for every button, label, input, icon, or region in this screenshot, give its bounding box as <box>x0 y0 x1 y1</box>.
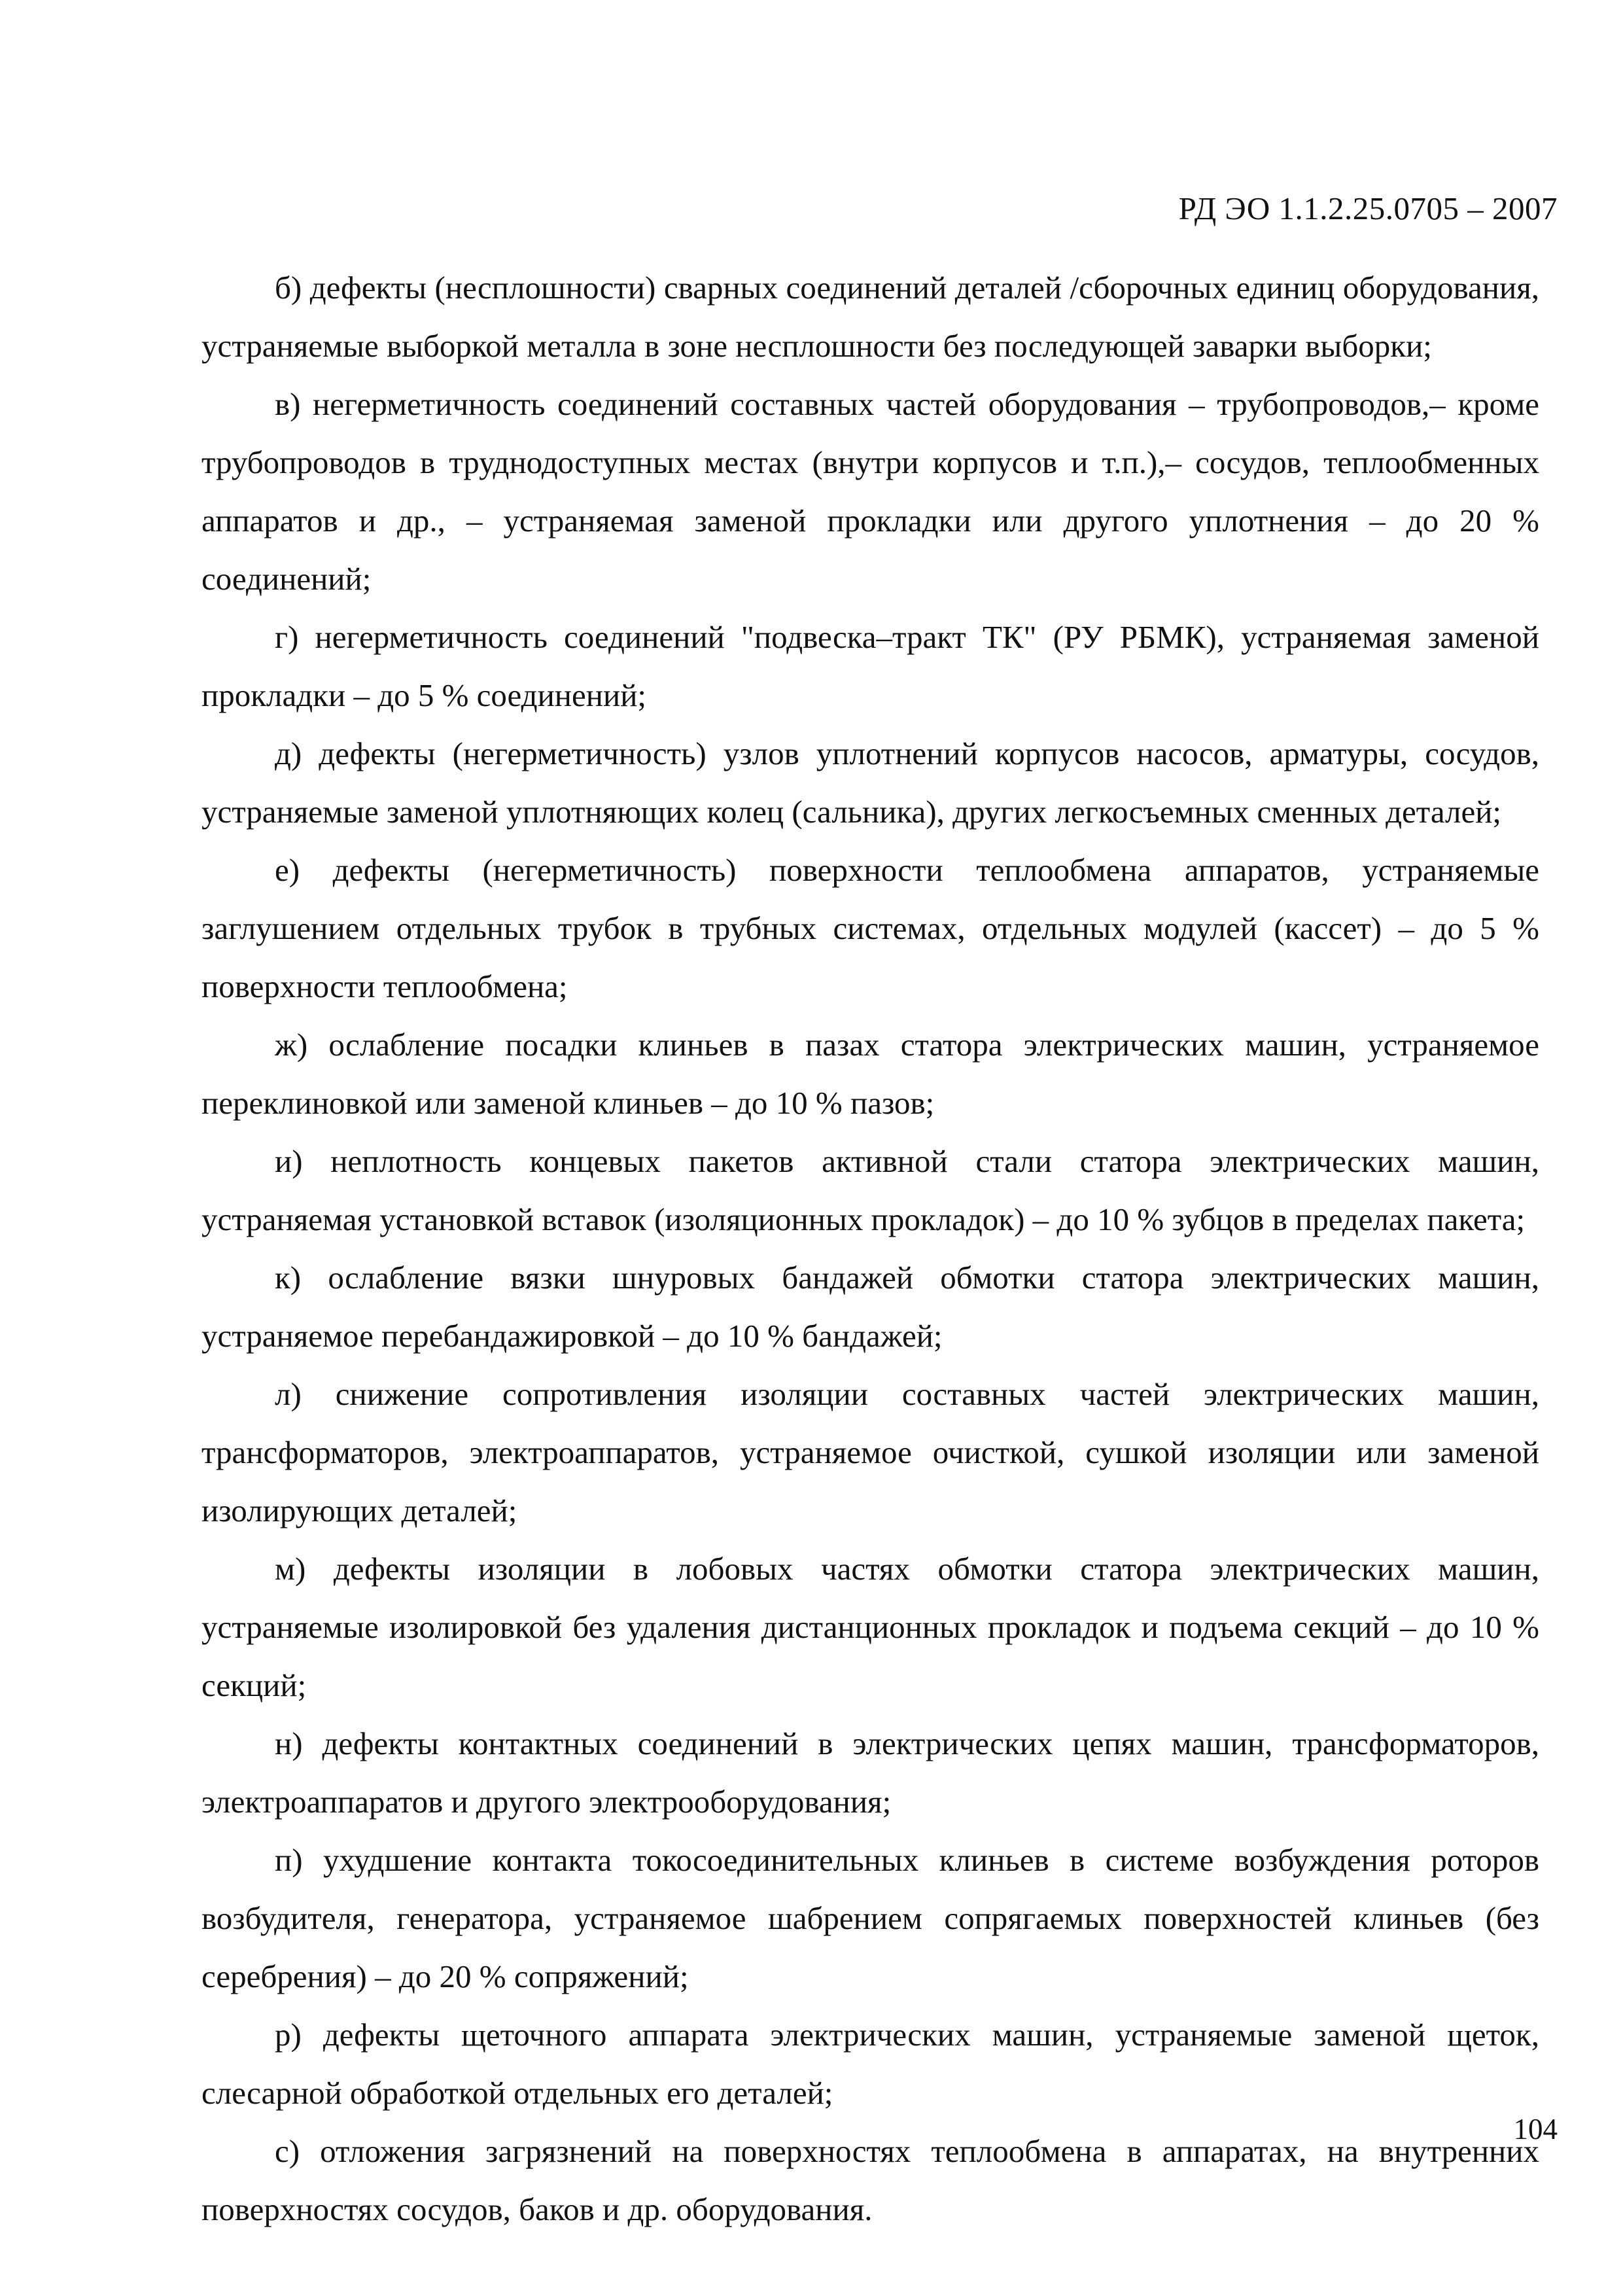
list-item: п) ухудшение контакта токосоединительных клиньев в системе возбуждения роторов возбудителя, генератора, устраняемое шабрением сопрягаемых поверхностей клиньев (без серебрения) – до 20 % сопряжений; <box>201 1842 1539 1994</box>
list-item: м) дефекты изоляции в лобовых частях обмотки статора электрических машин, устраняемые изолировкой без удаления дистанционных прокладок и подъема секций – до 10 % секций; <box>201 1551 1539 1703</box>
list-item: к) ослабление вязки шнуровых бандажей обмотки статора электрических машин, устраняемое перебандажировкой – до 10 % бандажей; <box>201 1260 1539 1354</box>
page-number: 104 <box>1513 2113 1558 2146</box>
list-item: н) дефекты контактных соединений в электрических цепях машин, трансформаторов, электроаппаратов и другого электрооборудования; <box>201 1725 1539 1820</box>
list-item: р) дефекты щеточного аппарата электрических машин, устраняемые заменой щеток, слесарной обработкой отдельных его деталей; <box>201 2017 1539 2111</box>
list-item: с) отложения загрязнений на поверхностях теплообмена в аппаратах, на внутренних поверхностях сосудов, баков и др. оборудования. <box>201 2133 1539 2227</box>
list-item: в) негерметичность соединений составных частей оборудования – трубопроводов,– кроме трубопроводов в труднодоступных местах (внутри корпусов и т.п.),– сосудов, теплообменных аппаратов и др., – устраняемая заменой прокладки или другого уплотнения – до 20 % соединений; <box>201 386 1539 597</box>
list-item: д) дефекты (негерметичность) узлов уплотнений корпусов насосов, арматуры, сосудов, устраняемые заменой уплотняющих колец (сальника), других легкосъемных сменных деталей; <box>201 735 1539 830</box>
list-item: л) снижение сопротивления изоляции составных частей электрических машин, трансформаторов, электроаппаратов, устраняемое очисткой, сушкой изоляции или заменой изолирующих деталей; <box>201 1376 1539 1528</box>
document-header: РД ЭО 1.1.2.25.0705 – 2007 <box>1178 190 1558 226</box>
list-item: е) дефекты (негерметичность) поверхности теплообмена аппаратов, устраняемые заглушением отдельных трубок в трубных системах, отдельных модулей (кассет) – до 5 % поверхности теплообмена; <box>201 852 1539 1004</box>
document-body <box>201 258 1539 2238</box>
list-item: и) неплотность концевых пакетов активной стали статора электрических машин, устраняемая установкой вставок (изоляционных прокладок) – до 10 % зубцов в пределах пакета; <box>201 1143 1539 1237</box>
list-item: б) дефекты (несплошности) сварных соединений деталей /сборочных единиц оборудования, устраняемые выборкой металла в зоне несплошности без последующей заварки выборки; <box>201 270 1539 364</box>
list-item: ж) ослабление посадки клиньев в пазах статора электрических машин, устраняемое переклиновкой или заменой клиньев – до 10 % пазов; <box>201 1027 1539 1121</box>
list-item: г) негерметичность соединений "подвеска–тракт ТК" (РУ РБМК), устраняемая заменой прокладки – до 5 % соединений; <box>201 619 1539 713</box>
